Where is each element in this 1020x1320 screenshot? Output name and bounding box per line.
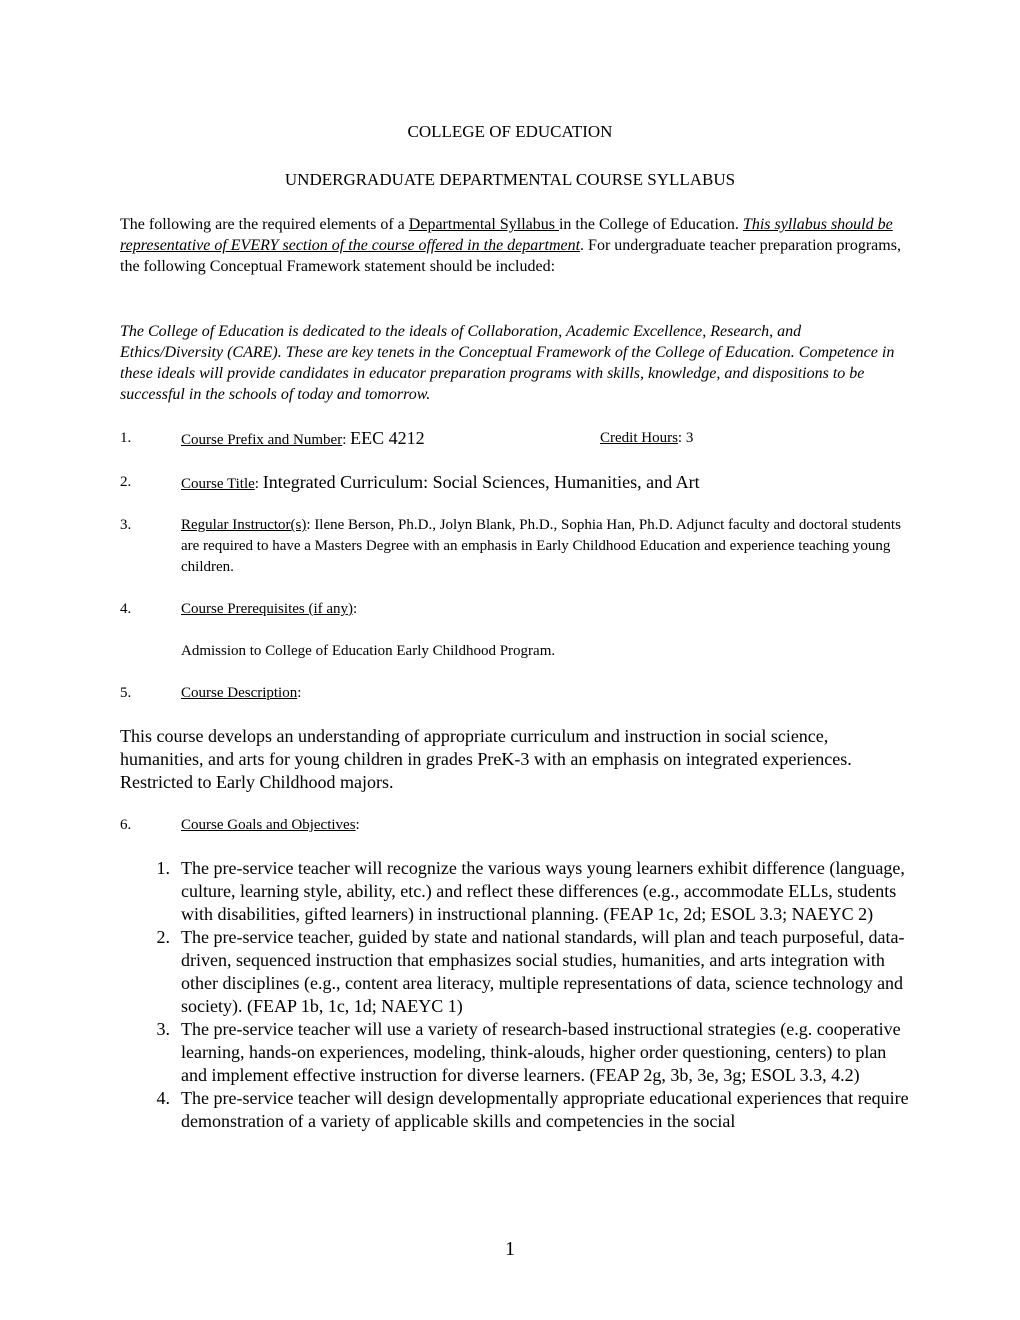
section-5: 5. Course Description: [120,683,920,704]
goal-text: The pre-service teacher will recognize the various ways young learners exhibit difference (language, culture, learning style, ability, etc.) and reflect these differences (e.g., accommodate ELLs, students with disabilities, gifted learners) in instructional planning. (FEAP 1c, 2d; ESOL 3.3; NAEYC 2) [181,858,905,924]
college-heading: COLLEGE OF EDUCATION [407,122,613,141]
credit-hours-value: 3 [685,430,694,446]
intro-text: . For undergraduate teacher preparation programs, the following Conceptual Framework statement should be included: [120,237,901,275]
goal-item [140,1018,910,1087]
section-number: 3. [120,517,132,533]
goal-text: The pre-service teacher will use a variety of research-based instructional strategies (e.g. cooperative learning, hands-on experiences, modeling, think-alouds, higher order questioning, centers) to plan and implement effective instruction for diverse learners. (FEAP 2g, 3b, 3e, 3g; ESOL 3.3, 4.2) [181,1019,901,1085]
section-label: Course Goals and Objectives [181,817,356,833]
course-title: Integrated Curriculum: Social Sciences, Humanities, and Art [262,472,700,492]
section-4: 4. Course Prerequisites (if any): Admission to College of Education Early Childhood Program. [120,599,920,662]
intro-italic-text: This syllabus should be representative of EVERY section of the course offered in the department [120,216,893,254]
goal-text: The pre-service teacher, guided by state and national standards, will plan and teach purposeful, data-driven, sequenced instruction that emphasizes social studies, humanities, and arts integration with other disciplines (e.g., content area literacy, multiple representations of data, science technology and society). (FEAP 1b, 1c, 1d; NAEYC 1) [181,927,905,1016]
goal-number: 4. [156,1088,170,1108]
goal-item [140,857,910,926]
goal-number: 3. [156,1019,170,1039]
departmental-syllabus-text: Departmental Syllabus [408,216,559,233]
prerequisites: Admission to College of Education Early Childhood Program. [181,643,556,659]
section-label: Regular Instructor(s) [181,517,307,533]
instructors: Ilene Berson, Ph.D., Jolyn Blank, Ph.D., Sophia Han, Ph.D. Adjunct faculty and doctoral students are required to have a Masters Degree with an emphasis in Early Childhood Education and experience teaching young children. [181,517,901,575]
intro-paragraph [120,214,905,277]
intro-text: in the College of Education. [558,216,743,233]
section-label: Course Description [181,685,298,701]
section-number: 1. [120,430,132,446]
intro-text: The following are the required elements of a [120,216,409,233]
section-label: Course Prerequisites (if any) [181,601,354,617]
course-description: This course develops an understanding of appropriate curriculum and instruction in social science, humanities, and arts for young children in grades PreK-3 with an emphasis on integrated experiences. Restricted to Early Childhood majors. [120,726,852,792]
conceptual-framework: The College of Education is dedicated to the ideals of Collaboration, Academic Excellence, Research, and Ethics/Diversity (CARE). These are key tenets in the Conceptual Framework of the College of Education. Competence in these ideals will provide candidates in educator preparation programs with skills, knowledge, and dispositions to be successful in the schools of today and tomorrow. [120,323,895,403]
goal-number: 1. [156,858,170,878]
section-1: 1. Course Prefix and Number: EEC 4212 Credit Hours: 3 [120,428,694,448]
section-label: Course Title [181,476,255,492]
goals-list [140,857,910,1133]
page-number: 1 [505,1238,515,1260]
goal-item [140,1087,910,1133]
section-2: 2. Course Title: Integrated Curriculum: Social Sciences, Humanities, and Art [120,472,700,492]
section-label: Course Prefix and Number [181,432,343,448]
section-6: 6. Course Goals and Objectives: [120,815,920,836]
section-number: 2. [120,474,132,490]
syllabus-title: UNDERGRADUATE DEPARTMENTAL COURSE SYLLABUS [284,170,736,189]
section-3: 3. Regular Instructor(s): Ilene Berson, Ph.D., Jolyn Blank, Ph.D., Sophia Han, Ph.D. Adjunct faculty and doctoral students are required to have a Masters Degree with an emphasis in Early Childhood Education and experience teaching young children. [120,517,901,575]
section-number: 6. [120,817,132,833]
goal-text: The pre-service teacher will design developmentally appropriate educational experiences that require demonstration of a variety of applicable skills and competencies in the social [181,1088,909,1131]
section-number: 5. [120,685,132,701]
goal-item [140,926,910,1018]
credit-hours-label: Credit Hours [600,430,678,446]
section-number: 4. [120,601,132,617]
goal-number: 2. [156,927,170,947]
course-number: EEC 4212 [350,428,425,448]
